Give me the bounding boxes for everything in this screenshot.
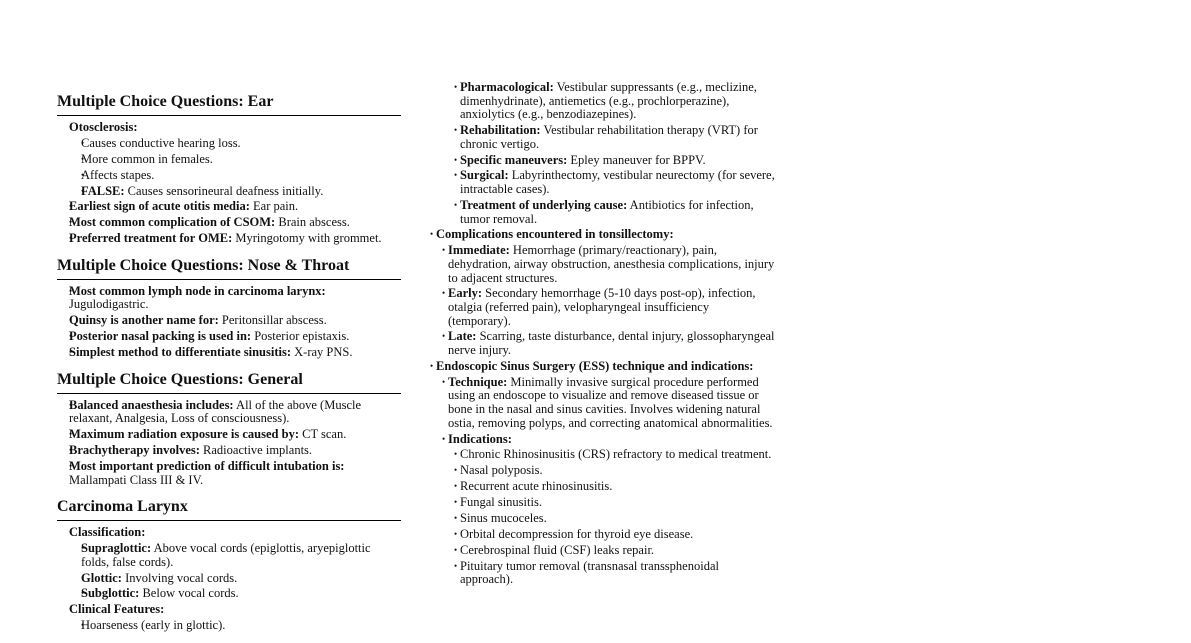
list-item xyxy=(57,587,401,601)
list-item xyxy=(57,572,401,586)
list-item xyxy=(430,124,775,151)
item-text: Recurrent acute rhinosinusitis. xyxy=(460,479,613,494)
item-term: Most important prediction of difficult intubation is: xyxy=(69,458,345,473)
right-list xyxy=(430,81,775,587)
item-text: Ear pain. xyxy=(249,199,299,214)
item-text: Epley maneuver for BPPV. xyxy=(567,152,706,167)
list-item xyxy=(57,603,401,617)
item-term: Late: xyxy=(448,329,477,344)
list-item xyxy=(57,542,401,569)
section-title: Multiple Choice Questions: Ear xyxy=(57,92,401,116)
item-text: Myringotomy with grommet. xyxy=(232,231,382,246)
list-item xyxy=(57,444,401,458)
item-text: Mallampati Class III & IV. xyxy=(69,472,204,487)
item-term: Earliest sign of acute otitis media: xyxy=(69,199,250,214)
list-item xyxy=(430,199,775,226)
list-item xyxy=(57,137,401,151)
item-text: Pituitary tumor removal (transnasal transsphenoidal approach). xyxy=(460,558,719,587)
item-text: CT scan. xyxy=(299,427,347,442)
item-text: All of the above (Muscle relaxant, Analgesia, Loss of consciousness). xyxy=(69,397,362,426)
list-item xyxy=(57,232,401,246)
list-item xyxy=(57,200,401,214)
section-title: Multiple Choice Questions: Nose & Throat xyxy=(57,256,401,280)
ear-list xyxy=(57,116,401,246)
item-term: Endoscopic Sinus Surgery (ESS) technique and indications: xyxy=(436,358,754,373)
item-text: Fungal sinusitis. xyxy=(460,495,542,510)
item-text: Hoarseness (early in glottic). xyxy=(81,618,226,633)
item-text: Affects stapes. xyxy=(81,167,155,182)
item-term: Quinsy is another name for: xyxy=(69,313,219,328)
item-text: Above vocal cords (epiglottis, aryepiglottic folds, false cords). xyxy=(81,541,371,569)
left-column xyxy=(57,92,401,643)
item-term: Otosclerosis: xyxy=(69,120,138,134)
item-text: Secondary hemorrhage (5-10 days post-op), infection, otalgia (referred pain), velopharyngeal insufficiency (temporary). xyxy=(448,286,756,328)
list-item xyxy=(57,314,401,328)
list-item xyxy=(430,154,775,168)
item-text: Orbital decompression for thyroid eye disease. xyxy=(460,526,694,541)
item-term: Classification: xyxy=(69,525,146,540)
item-term: Most common lymph node in carcinoma larynx: xyxy=(69,283,326,298)
item-text: Minimally invasive surgical procedure performed using an endoscope to visualize and remove diseased tissue or bone in the nasal and sinus cavities. Involves widening natural ostia, removing polyps, and correcting anatomical abnormalities. xyxy=(448,374,773,430)
item-text: Involving vocal cords. xyxy=(121,570,238,585)
item-text: Causes sensorineural deafness initially. xyxy=(124,183,324,198)
item-term: Surgical: xyxy=(460,168,509,183)
item-term: Brachytherapy involves: xyxy=(69,443,200,458)
list-item xyxy=(430,169,775,196)
list-item xyxy=(57,185,401,199)
list-item xyxy=(57,428,401,442)
item-text: Antibiotics for infection, tumor removal. xyxy=(460,197,754,226)
item-text: Posterior epistaxis. xyxy=(251,329,350,344)
item-term: Early: xyxy=(448,286,483,301)
list-item xyxy=(430,496,775,510)
list-item xyxy=(430,544,775,558)
list-item xyxy=(430,528,775,542)
section-general xyxy=(57,370,401,487)
item-term: Simplest method to differentiate sinusitis: xyxy=(69,345,291,360)
section-carcinoma-larynx xyxy=(57,497,401,633)
list-item xyxy=(430,464,775,478)
item-term: Complications encountered in tonsillectomy: xyxy=(436,227,674,242)
item-text: Vestibular suppressants (e.g., meclizine, dimenhydrinate), antiemetics (e.g., prochlorperazine), anxiolytics (e.g., benzodiazepines). xyxy=(460,80,757,122)
section-title: Multiple Choice Questions: General xyxy=(57,370,401,394)
item-term: Specific maneuvers: xyxy=(460,152,568,167)
carcinoma-list xyxy=(57,521,401,633)
item-text: Brain abscess. xyxy=(275,215,350,230)
list-item xyxy=(57,121,401,135)
list-item xyxy=(57,169,401,183)
item-text: Chronic Rhinosinusitis (CRS) refractory to medical treatment. xyxy=(460,447,772,462)
item-term: Maximum radiation exposure is caused by: xyxy=(69,427,299,442)
list-item xyxy=(430,512,775,526)
list-item xyxy=(57,330,401,344)
item-term: Pharmacological: xyxy=(460,80,554,94)
item-text: Radioactive implants. xyxy=(199,443,313,458)
item-term: Treatment of underlying cause: xyxy=(460,197,628,212)
item-text: Jugulodigastric. xyxy=(69,297,149,312)
list-item xyxy=(430,560,775,587)
item-text: X-ray PNS. xyxy=(291,345,353,360)
section-title: Carcinoma Larynx xyxy=(57,497,401,521)
item-term: Technique: xyxy=(448,374,508,389)
right-column xyxy=(430,81,775,589)
section-ear xyxy=(57,92,401,246)
item-term: Supraglottic: xyxy=(81,541,152,556)
item-term: Most common complication of CSOM: xyxy=(69,215,276,230)
item-term: FALSE: xyxy=(81,183,125,198)
list-item xyxy=(430,81,775,122)
list-item xyxy=(57,526,401,540)
item-term: Posterior nasal packing is used in: xyxy=(69,329,252,344)
item-text: Peritonsillar abscess. xyxy=(218,313,327,328)
list-item xyxy=(430,376,775,430)
item-term: Rehabilitation: xyxy=(460,123,541,138)
item-text: More common in females. xyxy=(81,151,213,166)
item-text: Sinus mucoceles. xyxy=(460,510,547,525)
list-item xyxy=(57,285,401,312)
list-item xyxy=(430,330,775,357)
list-item xyxy=(57,216,401,230)
item-term: Indications: xyxy=(448,431,512,446)
item-text: Labyrinthectomy, vestibular neurectomy (for severe, intractable cases). xyxy=(460,168,775,197)
item-text: Cerebrospinal fluid (CSF) leaks repair. xyxy=(460,542,655,557)
item-text: Causes conductive hearing loss. xyxy=(81,135,241,150)
list-item xyxy=(57,399,401,426)
item-text: Nasal polyposis. xyxy=(460,463,543,478)
list-item xyxy=(430,433,775,447)
item-term: Subglottic: xyxy=(81,586,140,601)
section-nose-throat xyxy=(57,256,401,360)
item-term: Balanced anaesthesia includes: xyxy=(69,397,234,412)
list-item xyxy=(430,480,775,494)
item-text: Scarring, taste disturbance, dental injury, glossopharyngeal nerve injury. xyxy=(448,329,775,358)
list-item xyxy=(430,360,775,374)
item-text: Below vocal cords. xyxy=(139,586,239,601)
list-item xyxy=(57,460,401,487)
item-term: Immediate: xyxy=(448,243,510,258)
list-item xyxy=(430,244,775,285)
item-text: Hemorrhage (primary/reactionary), pain, dehydration, airway obstruction, anesthesia complications, injury to adjacent structures. xyxy=(448,243,775,285)
list-item xyxy=(430,448,775,462)
item-term: Clinical Features: xyxy=(69,602,165,617)
item-term: Glottic: xyxy=(81,570,122,585)
item-text: Vestibular rehabilitation therapy (VRT) for chronic vertigo. xyxy=(460,123,758,151)
list-item xyxy=(57,346,401,360)
list-item xyxy=(430,287,775,328)
nose-throat-list xyxy=(57,280,401,360)
list-item xyxy=(430,228,775,242)
list-item xyxy=(57,153,401,167)
general-list xyxy=(57,394,401,487)
item-term: Preferred treatment for OME: xyxy=(69,231,233,246)
